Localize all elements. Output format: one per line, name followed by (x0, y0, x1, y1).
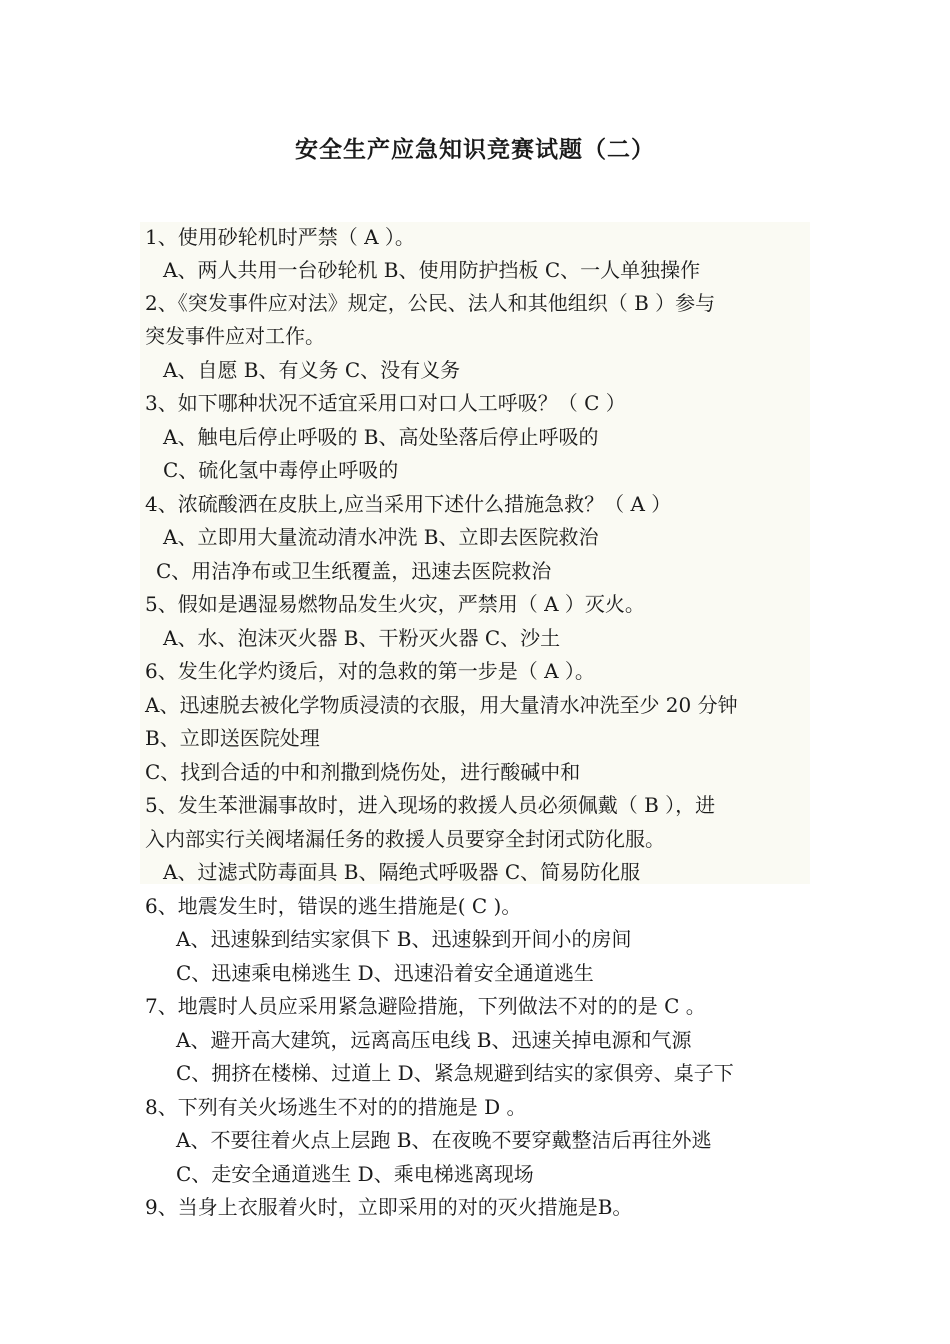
question-2-options: A、自愿 B、有义务 C、没有义务 (163, 358, 461, 382)
question-5-options: A、水、泡沫灭火器 B、干粉灭火器 C、沙土 (163, 626, 561, 650)
question-6b-options-ab: A、迅速躲到结实家俱下 B、迅速躲到开间小的房间 (176, 927, 632, 951)
question-7-options-ab: A、避开高大建筑，远离高压电线 B、迅速关掉电源和气源 (176, 1028, 692, 1052)
question-4: 4、浓硫酸洒在皮肤上,应当采用下述什么措施急救？（ A ） (145, 492, 672, 516)
question-5b-options: A、过滤式防毒面具 B、隔绝式呼吸器 C、简易防化服 (163, 860, 641, 884)
question-1: 1、使用砂轮机时严禁（ A ）。 (145, 225, 415, 249)
question-8-options-cd: C、走安全通道逃生 D、乘电梯逃离现场 (176, 1162, 534, 1186)
question-2-continued: 突发事件应对工作。 (145, 324, 325, 348)
question-5b-continued: 入内部实行关阀堵漏任务的救援人员要穿全封闭式防化服。 (145, 827, 665, 851)
document-title: 安全生产应急知识竞赛试题（二） (295, 137, 655, 163)
question-3-options-ab: A、触电后停止呼吸的 B、高处坠落后停止呼吸的 (163, 425, 599, 449)
question-6-option-c: C、找到合适的中和剂撒到烧伤处，进行酸碱中和 (145, 760, 581, 784)
question-6: 6、发生化学灼烫后，对的急救的第一步是（ A ）。 (145, 659, 595, 683)
question-5b: 5、发生苯泄漏事故时，进入现场的救援人员必须佩戴（ B ），进 (145, 793, 716, 817)
question-6b: 6、地震发生时，错误的逃生措施是( C )。 (145, 894, 522, 918)
question-3-option-c: C、硫化氢中毒停止呼吸的 (163, 458, 399, 482)
question-9: 9、当身上衣服着火时，立即采用的对的灭火措施是B。 (145, 1195, 633, 1219)
question-8: 8、下列有关火场逃生不对的的措施是 D 。 (145, 1095, 527, 1119)
question-6b-options-cd: C、迅速乘电梯逃生 D、迅速沿着安全通道逃生 (176, 961, 594, 985)
question-3: 3、如下哪种状况不适宜采用口对口人工呼吸？（ C ） (145, 391, 626, 415)
question-5: 5、假如是遇湿易燃物品发生火灾，严禁用（ A ）灭火。 (145, 592, 645, 616)
question-8-options-ab: A、不要往着火点上层跑 B、在夜晚不要穿戴整洁后再往外逃 (176, 1128, 712, 1152)
question-7-options-cd: C、拥挤在楼梯、过道上 D、紧急规避到结实的家俱旁、桌子下 (176, 1061, 734, 1085)
question-6-option-b: B、立即送医院处理 (145, 726, 320, 750)
question-4-option-c: C、用洁净布或卫生纸覆盖，迅速去医院救治 (156, 559, 552, 583)
question-4-options-ab: A、立即用大量流动清水冲洗 B、立即去医院救治 (163, 525, 599, 549)
question-6-option-a: A、迅速脱去被化学物质浸渍的衣服，用大量清水冲洗至少 20 分钟 (145, 693, 738, 717)
question-2: 2、《突发事件应对法》规定，公民、法人和其他组织（ B ）参与 (145, 291, 716, 315)
question-1-options: A、两人共用一台砂轮机 B、使用防护挡板 C、一人单独操作 (163, 258, 701, 282)
question-7: 7、地震时人员应采用紧急避险措施，下列做法不对的的是 C 。 (145, 994, 706, 1018)
